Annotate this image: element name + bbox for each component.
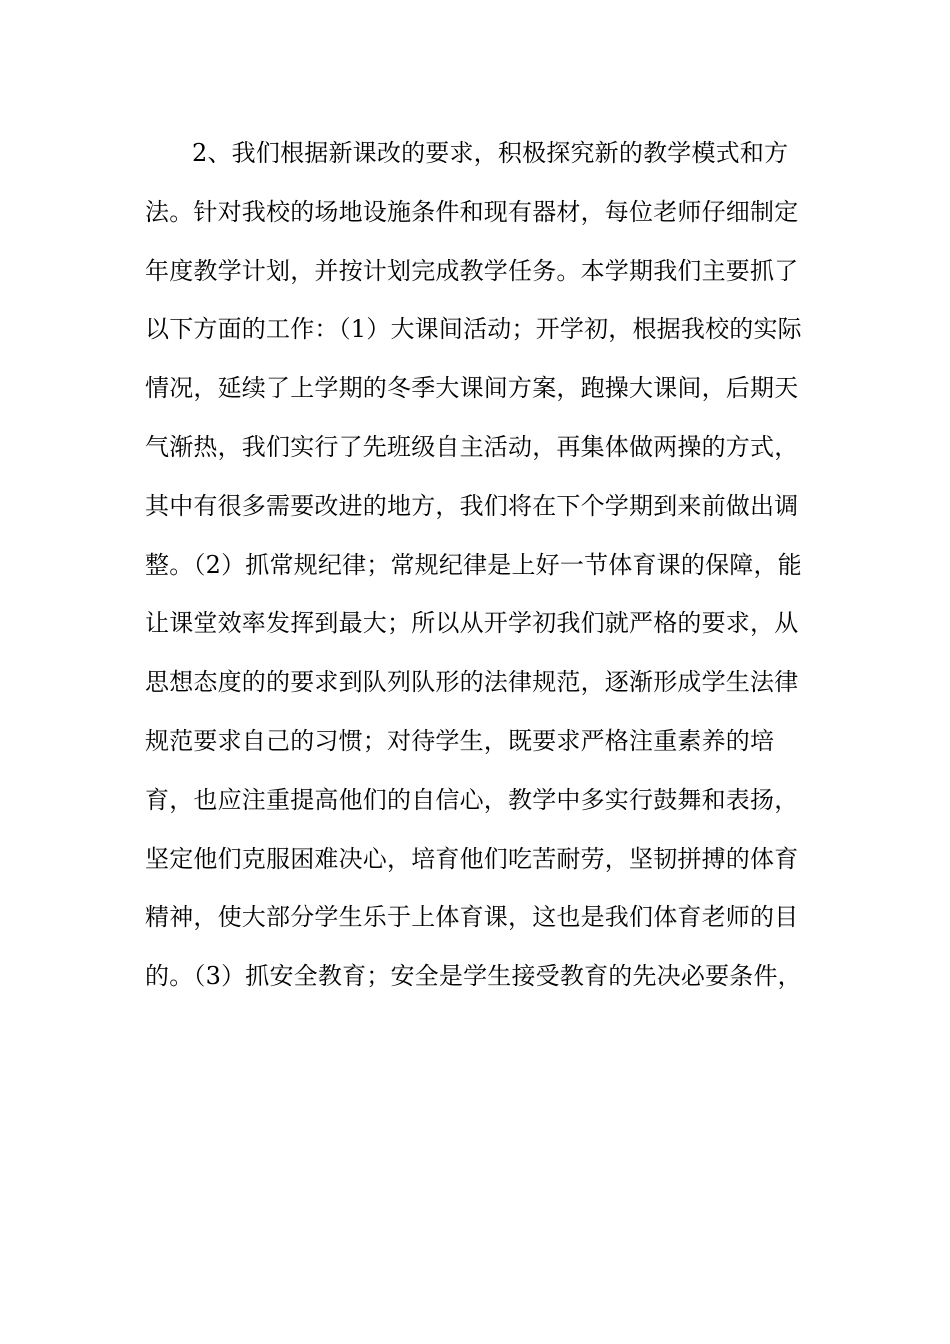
text-line: 规范要求自己的习惯；对待学生，既要求严格注重素养的培 [145,726,775,755]
text-line: 坚定他们克服困难决心，培育他们吃苦耐劳，坚韧拼搏的体育 [145,844,799,873]
text-line: 年度教学计划，并按计划完成教学任务。本学期我们主要抓了 [145,256,799,285]
text-line: 育，也应注重提高他们的自信心，教学中多实行鼓舞和表扬， [145,785,799,814]
text-line: 其中有很多需要改进的地方，我们将在下个学期到来前做出调 [145,491,799,520]
text-line: 气渐热，我们实行了先班级自主活动，再集体做两操的方式， [145,432,799,461]
text-line: 思想态度的的要求到队列队形的法律规范，逐渐形成学生法律 [145,668,799,697]
text-line: 整。（2）抓常规纪律；常规纪律是上好一节体育课的保障，能 [145,550,802,579]
text-line: 以下方面的工作：（1）大课间活动；开学初，根据我校的实际 [145,315,802,344]
body-paragraph [145,124,815,1006]
text-line: 2、我们根据新课改的要求，积极探究新的教学模式和方 [192,139,789,167]
text-line: 的。（3）抓安全教育；安全是学生接受教育的先决必要条件， [145,962,802,991]
text-line: 精神，使大部分学生乐于上体育课，这也是我们体育老师的目 [145,903,799,932]
text-line: 情况，延续了上学期的冬季大课间方案，跑操大课间，后期天 [145,374,799,403]
text-line: 让课堂效率发挥到最大；所以从开学初我们就严格的要求，从 [145,609,799,638]
text-line: 法。针对我校的场地设施条件和现有器材，每位老师仔细制定 [145,197,799,226]
